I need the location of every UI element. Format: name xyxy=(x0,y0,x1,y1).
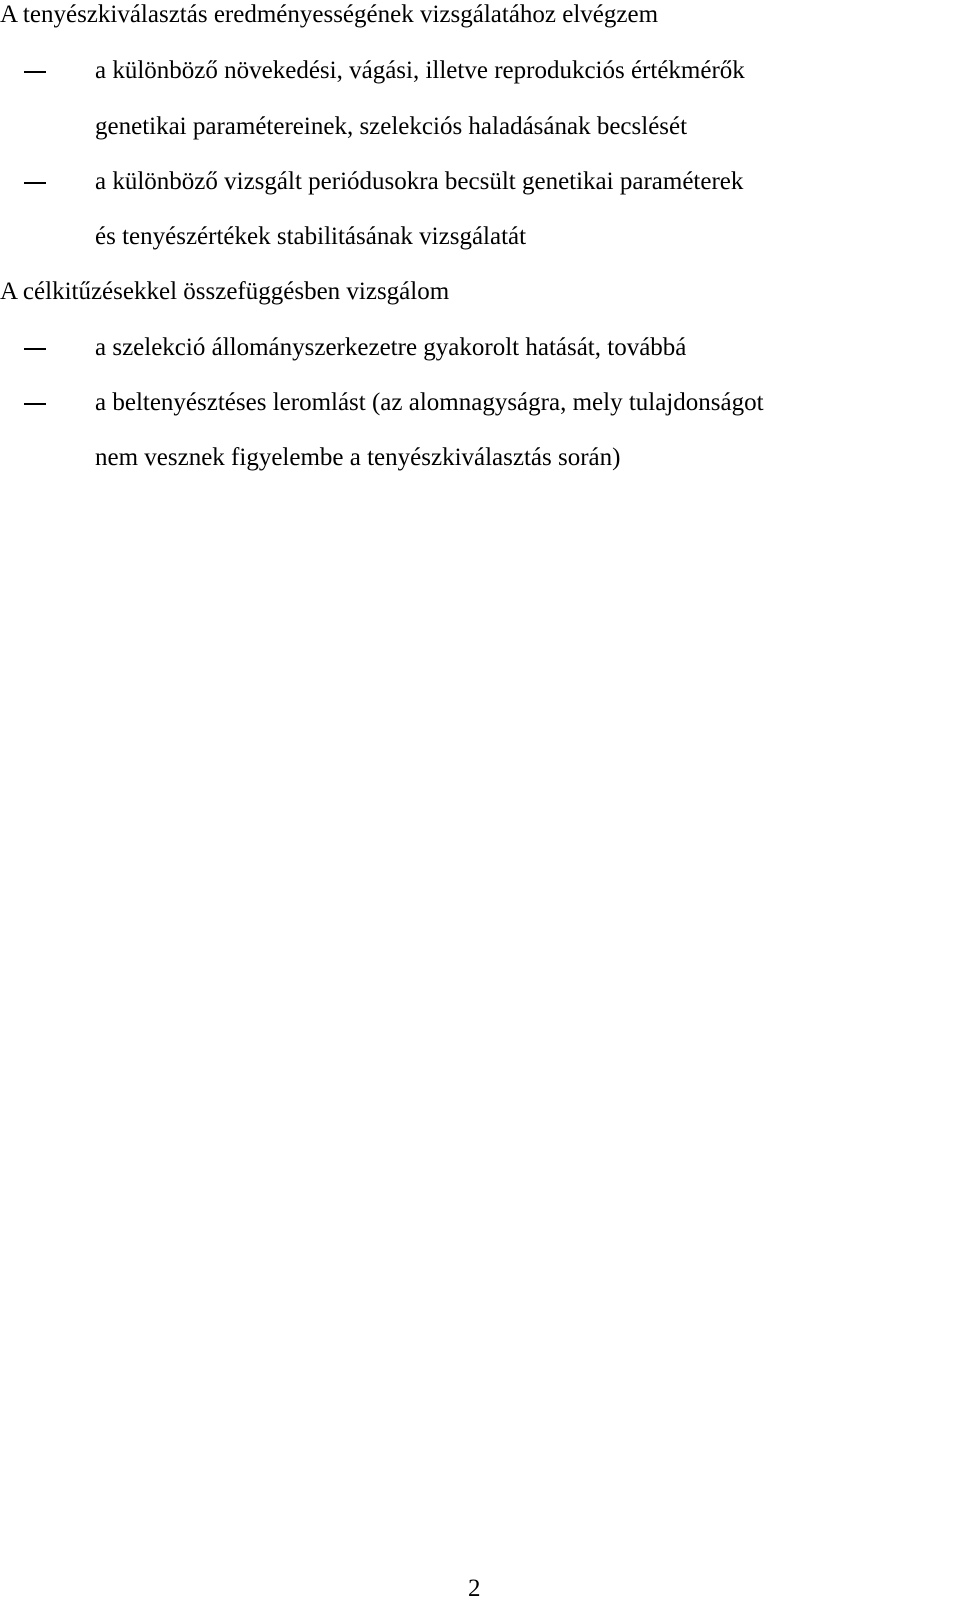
dash-bullet xyxy=(24,348,46,350)
intro-paragraph-2: A célkitűzésekkel összefüggésben vizsgálom xyxy=(0,278,450,305)
list-item-line: genetikai paramétereinek, szelekciós haladásának becslését xyxy=(95,113,688,140)
list-item-line: a beltenyésztéses leromlást (az alomnagyságra, mely tulajdonságot xyxy=(95,389,764,416)
list-item-line: a különböző növekedési, vágási, illetve reprodukciós értékmérők xyxy=(95,57,745,84)
intro-paragraph-1: A tenyészkiválasztás eredményességének vizsgálatához elvégzem xyxy=(0,1,659,28)
list-item-line: nem vesznek figyelembe a tenyészkiválasztás során) xyxy=(95,444,621,471)
page-number: 2 xyxy=(468,1575,481,1602)
list-item-line: a különböző vizsgált periódusokra becsült genetikai paraméterek xyxy=(95,168,744,195)
list-item-line: a szelekció állományszerkezetre gyakorolt hatását, továbbá xyxy=(95,334,687,361)
dash-bullet xyxy=(24,182,46,184)
list-item-line: és tenyészértékek stabilitásának vizsgálatát xyxy=(95,223,527,250)
dash-bullet xyxy=(24,403,46,405)
dash-bullet xyxy=(24,71,46,73)
